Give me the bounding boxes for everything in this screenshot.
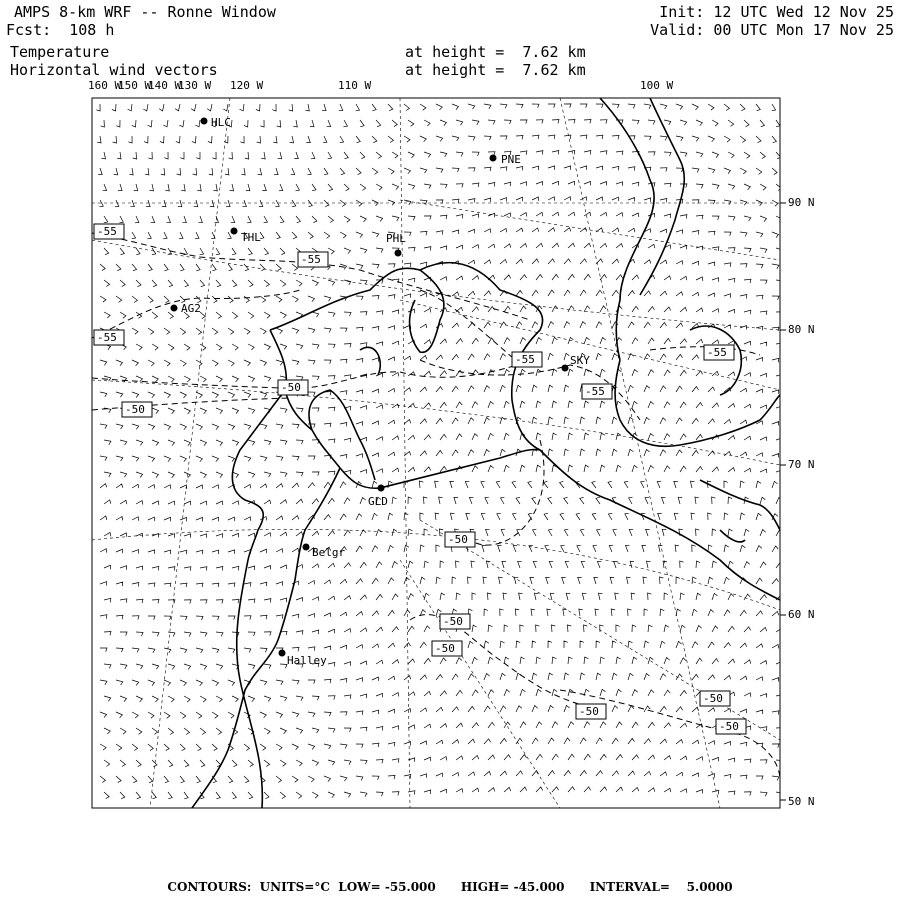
contour-label: -55 bbox=[515, 353, 535, 366]
contour-label: -50 bbox=[703, 692, 723, 705]
lon-label-130w: 130 W bbox=[178, 79, 212, 92]
contour-label: -50 bbox=[448, 533, 468, 546]
station-label-pne: PNE bbox=[501, 153, 521, 166]
station-label-sky: SKY bbox=[570, 354, 590, 367]
height-label-1: at height = 7.62 km bbox=[405, 43, 586, 61]
station-label-thl: THL bbox=[241, 231, 261, 244]
contour-label: -50 bbox=[281, 381, 301, 394]
contour-label: -50 bbox=[435, 642, 455, 655]
field-temperature: Temperature bbox=[10, 43, 110, 61]
lat-label-80n: 80 N bbox=[788, 323, 815, 336]
contour-label: -50 bbox=[443, 615, 463, 628]
contour-label: -55 bbox=[97, 225, 117, 238]
station-label-ag2: AG2 bbox=[181, 302, 201, 315]
forecast-hour: Fcst: 108 h bbox=[6, 21, 115, 39]
station-label-hlc: HLC bbox=[211, 116, 231, 129]
temperature-contours bbox=[92, 233, 780, 780]
contour-labels bbox=[94, 224, 746, 734]
wind-vectors bbox=[96, 104, 783, 799]
contour-label: -55 bbox=[707, 346, 727, 359]
lat-label-60n: 60 N bbox=[788, 608, 815, 621]
contour-label: -50 bbox=[579, 705, 599, 718]
contour-label: -50 bbox=[719, 720, 739, 733]
init-time: Init: 12 UTC Wed 12 Nov 25 bbox=[659, 3, 894, 21]
lat-label-70n: 70 N bbox=[788, 458, 815, 471]
map-frame bbox=[92, 98, 780, 808]
graticule bbox=[92, 98, 780, 808]
station-label-halley: Halley bbox=[287, 654, 327, 667]
height-label-2: at height = 7.62 km bbox=[405, 61, 586, 79]
valid-time: Valid: 00 UTC Mon 17 Nov 25 bbox=[650, 21, 894, 39]
field-wind: Horizontal wind vectors bbox=[10, 61, 218, 79]
station-markers bbox=[171, 116, 591, 667]
contour-label: -50 bbox=[125, 403, 145, 416]
lat-label-90n: 90 N bbox=[788, 196, 815, 209]
lat-label-50n: 50 N bbox=[788, 795, 815, 808]
contour-label: -55 bbox=[585, 385, 605, 398]
lon-label-140w: 140 W bbox=[148, 79, 182, 92]
station-label-belgr: Belgr bbox=[312, 546, 346, 559]
contour-label: -55 bbox=[301, 253, 321, 266]
model-title: AMPS 8-km WRF -- Ronne Window bbox=[14, 3, 276, 21]
contour-label: -55 bbox=[97, 331, 117, 344]
lon-label-150w: 150 W bbox=[118, 79, 152, 92]
lon-label-160w: 160 W bbox=[88, 79, 122, 92]
station-label-phl: PHL bbox=[386, 232, 406, 245]
coastlines bbox=[192, 98, 780, 808]
wind-barb-field bbox=[96, 104, 783, 799]
station-label-gld: GLD bbox=[368, 495, 388, 508]
contour-legend: CONTOURS: UNITS=°C LOW= -55.000 HIGH= -45.000 INTERVAL= 5.0000 bbox=[167, 880, 733, 894]
lon-label-120w: 120 W bbox=[230, 79, 264, 92]
lon-label-100w: 100 W bbox=[640, 79, 674, 92]
lon-label-110w: 110 W bbox=[338, 79, 372, 92]
